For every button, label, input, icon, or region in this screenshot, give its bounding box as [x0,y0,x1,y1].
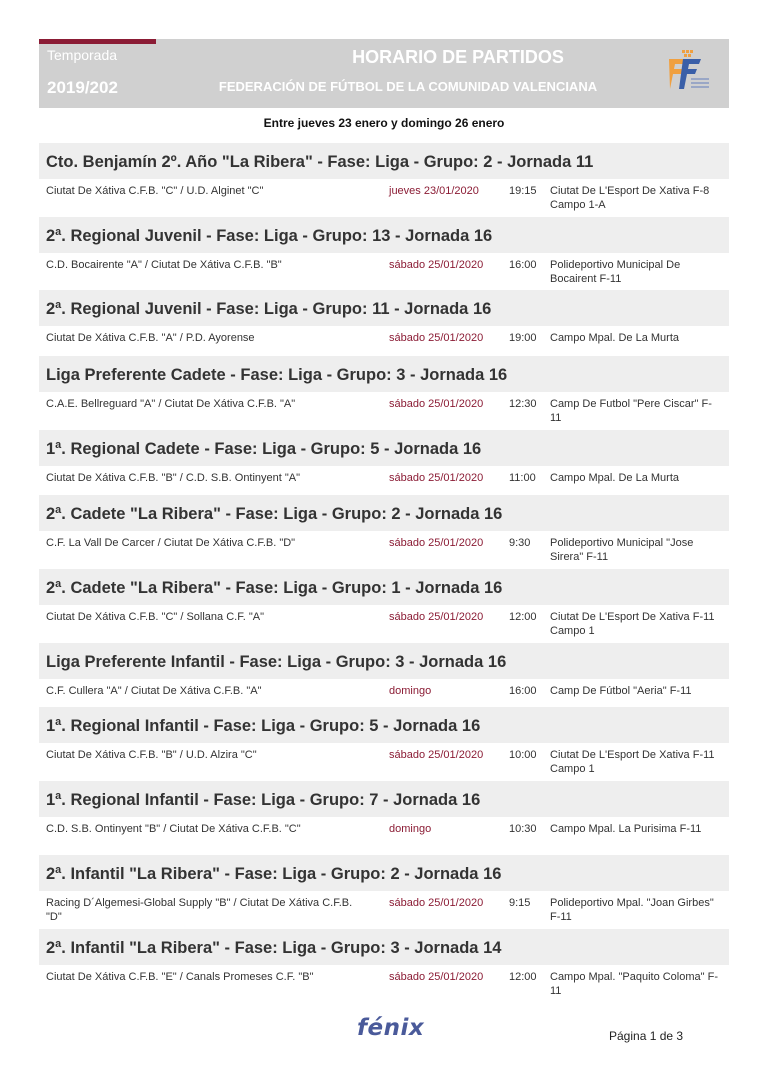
competition-title: 2ª. Cadete "La Ribera" - Fase: Liga - Grupo: 1 - Jornada 16 [39,569,729,605]
match-teams: Ciutat De Xátiva C.F.B. "B" / C.D. S.B. Ontinyent "A" [46,472,301,484]
competition-section [39,290,729,356]
match-time: 19:15 [509,185,537,197]
competition-section [39,430,729,495]
competition-section [39,643,729,707]
match-time: 10:00 [509,749,537,761]
match-teams: Ciutat De Xátiva C.F.B. "C" / Sollana C.F. "A" [46,611,264,623]
match-date: sábado 25/01/2020 [389,537,484,549]
season-value: 2019/202 [47,78,118,97]
match-venue: Campo Mpal. De La Murta [550,472,679,484]
match-time: 19:00 [509,332,537,344]
competition-title: 2ª. Infantil "La Ribera" - Fase: Liga - Grupo: 2 - Jornada 16 [39,855,729,891]
season-accent-bar [39,39,156,44]
competition-section [39,855,729,929]
match-venue: Ciutat De L'Esport De Xativa F-11 Campo 1 [550,749,715,775]
logo-dot [690,50,693,53]
match-date: sábado 25/01/2020 [389,398,484,410]
logo-dot [686,50,689,53]
logo-dot [688,54,691,57]
competition-section [39,707,729,781]
competition-title: 2ª. Regional Juvenil - Fase: Liga - Grupo: 11 - Jornada 16 [39,290,729,326]
match-date: sábado 25/01/2020 [389,971,484,983]
logo-dot [684,54,687,57]
match-time: 16:00 [509,259,537,271]
match-date: domingo [389,685,432,697]
fenix-logo-text: fénix [357,1015,425,1041]
match-venue: Polideportivo Mpal. "Joan Girbes" F-11 [550,897,714,923]
page-number: Página 1 de 3 [609,1029,684,1043]
competition-title: Liga Preferente Cadete - Fase: Liga - Grupo: 3 - Jornada 16 [39,356,729,392]
schedule-list [39,143,729,995]
match-venue: Ciutat De L'Esport De Xativa F-11 Campo 1 [550,611,715,637]
competition-title: 2ª. Regional Juvenil - Fase: Liga - Grupo: 13 - Jornada 16 [39,217,729,253]
season-label: Temporada [47,47,118,63]
match-teams: C.D. S.B. Ontinyent "B" / Ciutat De Xátiva C.F.B. "C" [46,823,301,835]
competition-section [39,217,729,290]
match-time: 12:30 [509,398,537,410]
match-date: sábado 25/01/2020 [389,749,484,761]
match-venue: Camp De Fútbol "Aeria" F-11 [550,685,692,697]
competition-section [39,569,729,643]
match-time: 10:30 [509,823,537,835]
match-venue: Campo Mpal. La Purisima F-11 [550,823,702,835]
match-venue: Polideportivo Municipal De Bocairent F-11 [550,259,681,285]
competition-title: 1ª. Regional Infantil - Fase: Liga - Grupo: 7 - Jornada 16 [39,781,729,817]
match-teams: Ciutat De Xátiva C.F.B. "A" / P.D. Ayorense [46,332,255,344]
match-teams: C.F. La Vall De Carcer / Ciutat De Xátiva C.F.B. "D" [46,537,296,549]
match-date: sábado 25/01/2020 [389,332,484,344]
date-range: Entre jueves 23 enero y domingo 26 enero [263,116,505,130]
logo-text-line [691,78,709,80]
match-time: 9:15 [509,897,531,909]
match-venue: Polideportivo Municipal "Jose Sirera" F-11 [550,537,694,563]
ffcv-logo-icon [665,49,713,99]
match-venue: Campo Mpal. "Paquito Coloma" F-11 [550,971,718,997]
match-date: jueves 23/01/2020 [389,185,479,197]
competition-title: 1ª. Regional Infantil - Fase: Liga - Grupo: 5 - Jornada 16 [39,707,729,743]
match-time: 16:00 [509,685,537,697]
match-date: domingo [389,823,432,835]
match-time: 12:00 [509,611,537,623]
match-time: 12:00 [509,971,537,983]
match-teams: Ciutat De Xátiva C.F.B. "B" / U.D. Alzira "C" [46,749,257,761]
match-date: sábado 25/01/2020 [389,897,484,909]
competition-title: 2ª. Infantil "La Ribera" - Fase: Liga - Grupo: 3 - Jornada 14 [39,929,729,965]
competition-title: 1ª. Regional Cadete - Fase: Liga - Grupo: 5 - Jornada 16 [39,430,729,466]
match-teams: C.D. Bocairente "A" / Ciutat De Xátiva C.F.B. "B" [46,259,282,271]
match-date: sábado 25/01/2020 [389,611,484,623]
match-time: 9:30 [509,537,531,549]
competition-title: 2ª. Cadete "La Ribera" - Fase: Liga - Grupo: 2 - Jornada 16 [39,495,729,531]
competition-section [39,143,729,217]
match-teams: Ciutat De Xátiva C.F.B. "E" / Canals Promeses C.F. "B" [46,971,314,983]
page-header [39,39,729,108]
fenix-logo [357,1015,424,1041]
competition-section [39,356,729,430]
logo-dot [682,50,685,53]
competition-title: Cto. Benjamín 2º. Año "La Ribera" - Fase: Liga - Grupo: 2 - Jornada 11 [39,143,729,179]
match-teams: C.F. Cullera "A" / Ciutat De Xátiva C.F.B. "A" [46,685,262,697]
competition-title: Liga Preferente Infantil - Fase: Liga - Grupo: 3 - Jornada 16 [39,643,729,679]
logo-text-line [691,82,709,84]
federation-name: FEDERACIÓN DE FÚTBOL DE LA COMUNIDAD VALENCIANA [218,79,598,94]
match-teams: C.A.E. Bellreguard "A" / Ciutat De Xátiva C.F.B. "A" [46,398,296,410]
competition-section [39,929,729,995]
match-venue: Camp De Futbol "Pere Ciscar" F-11 [550,398,712,424]
page-title: HORARIO DE PARTIDOS [352,47,564,67]
match-time: 11:00 [509,472,536,484]
match-teams: Ciutat De Xátiva C.F.B. "C" / U.D. Alginet "C" [46,185,264,197]
competition-section [39,781,729,855]
logo-text-line [691,86,709,88]
match-venue: Ciutat De L'Esport De Xativa F-8 Campo 1-A [550,185,710,211]
match-date: sábado 25/01/2020 [389,472,484,484]
competition-section [39,495,729,569]
match-venue: Campo Mpal. De La Murta [550,332,679,344]
match-date: sábado 25/01/2020 [389,259,484,271]
match-teams: Racing D´Algemesi-Global Supply "B" / Ciutat De Xátiva C.F.B. "D" [46,897,353,923]
